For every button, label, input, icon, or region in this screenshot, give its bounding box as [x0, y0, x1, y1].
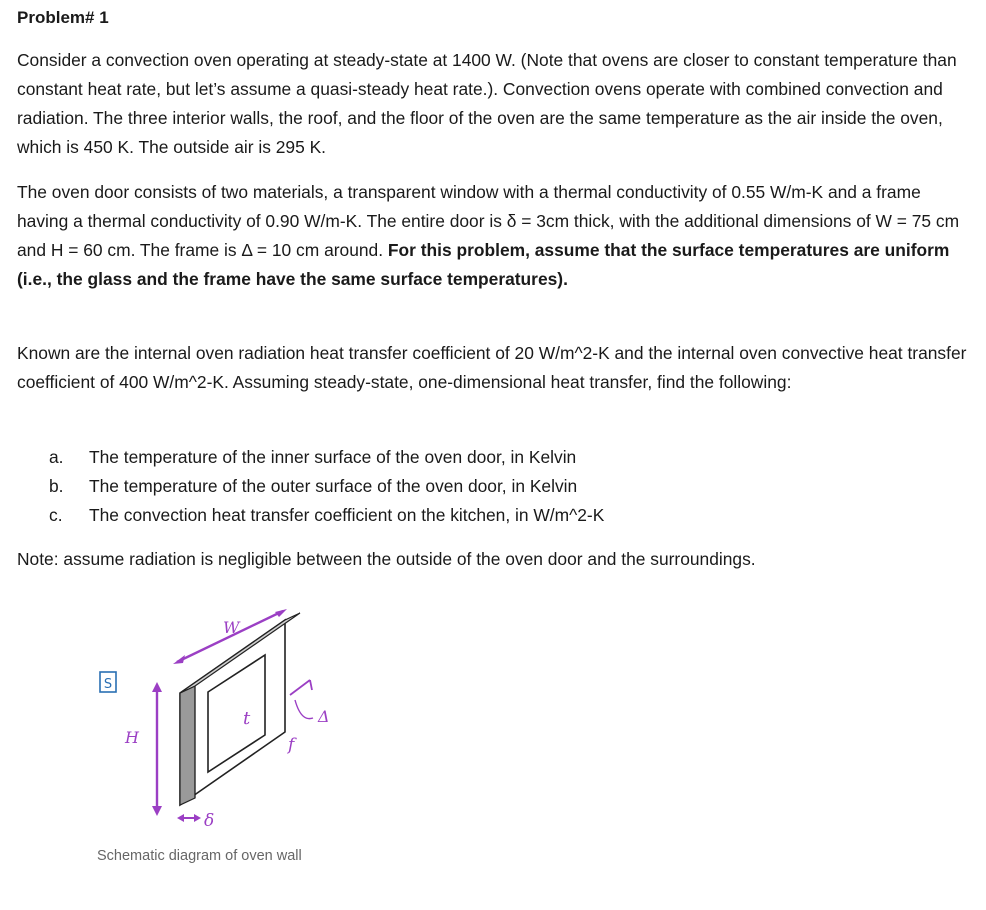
paragraph-oven-description: Consider a convection oven operating at steady-state at 1400 W. (Note that ovens are closer to constant temperature than constant heat rate, but let’s assume a quasi-steady heat rate.). Convection ovens operate with combined convection and radiation. The three interior walls, the roof, and the floor of the oven are the same temperature as the air inside the oven, which is 450 K. The outside air is 295 K.	[17, 50, 957, 157]
frame-indicator-line	[295, 700, 313, 719]
list-item	[49, 472, 949, 501]
list-item	[49, 501, 949, 530]
paragraph-known-values: Known are the internal oven radiation heat transfer coefficient of 20 W/m^2-K and the internal oven convective heat transfer coefficient of 400 W/m^2-K. Assuming steady-state, one-dimensional heat transfer, find the following:	[17, 343, 967, 392]
label-t: t	[243, 708, 251, 729]
frame-width-arrow	[290, 680, 312, 695]
door-description-text: The oven door consists of two materials, a transparent window with a thermal conductivity of 0.55 W/m-K and a frame having a thermal conductivity of 0.90 W/m-K. The entire door is δ = 3cm thick, with the additional dimensions of W = 75 cm and H = 60 cm. The frame is Δ = 10 cm around.	[17, 182, 960, 260]
label-w: W	[223, 618, 240, 637]
list-item	[49, 443, 949, 472]
list-item-text: The temperature of the outer surface of the oven door, in Kelvin	[89, 476, 578, 496]
label-delta-small: δ	[204, 811, 215, 831]
question-list	[49, 443, 949, 530]
problem-title: Problem# 1	[17, 8, 109, 27]
uniform-temperature-assumption: For this problem, assume that the surface temperatures are uniform (i.e., the glass and the frame have the same surface temperatures).	[17, 240, 950, 289]
list-item-label: c.	[49, 505, 63, 525]
thickness-arrow-head-left	[177, 814, 184, 822]
label-f: f	[288, 735, 295, 755]
paragraph-door-description	[17, 178, 967, 294]
label-s: S	[103, 677, 113, 692]
list-item-text: The convection heat transfer coefficient on the kitchen, in W/m^2-K	[89, 505, 605, 525]
door-side-face	[180, 686, 195, 805]
list-item-label: b.	[49, 476, 64, 496]
height-arrow-head-top	[152, 682, 162, 692]
width-arrow-head-left	[173, 655, 185, 664]
list-item-text: The temperature of the inner surface of the oven door, in Kelvin	[89, 447, 577, 467]
list-item-label: a.	[49, 447, 64, 467]
label-delta: Δ	[318, 707, 330, 726]
label-h: H	[125, 728, 139, 747]
width-arrow-head-right	[275, 609, 287, 617]
thickness-arrow-head-right	[194, 814, 201, 822]
diagram-caption: Schematic diagram of oven wall	[97, 848, 302, 864]
note-text: Note: assume radiation is negligible between the outside of the oven door and the surroundings.	[17, 549, 756, 569]
height-arrow-head-bottom	[152, 806, 162, 816]
oven-wall-schematic	[85, 600, 385, 880]
